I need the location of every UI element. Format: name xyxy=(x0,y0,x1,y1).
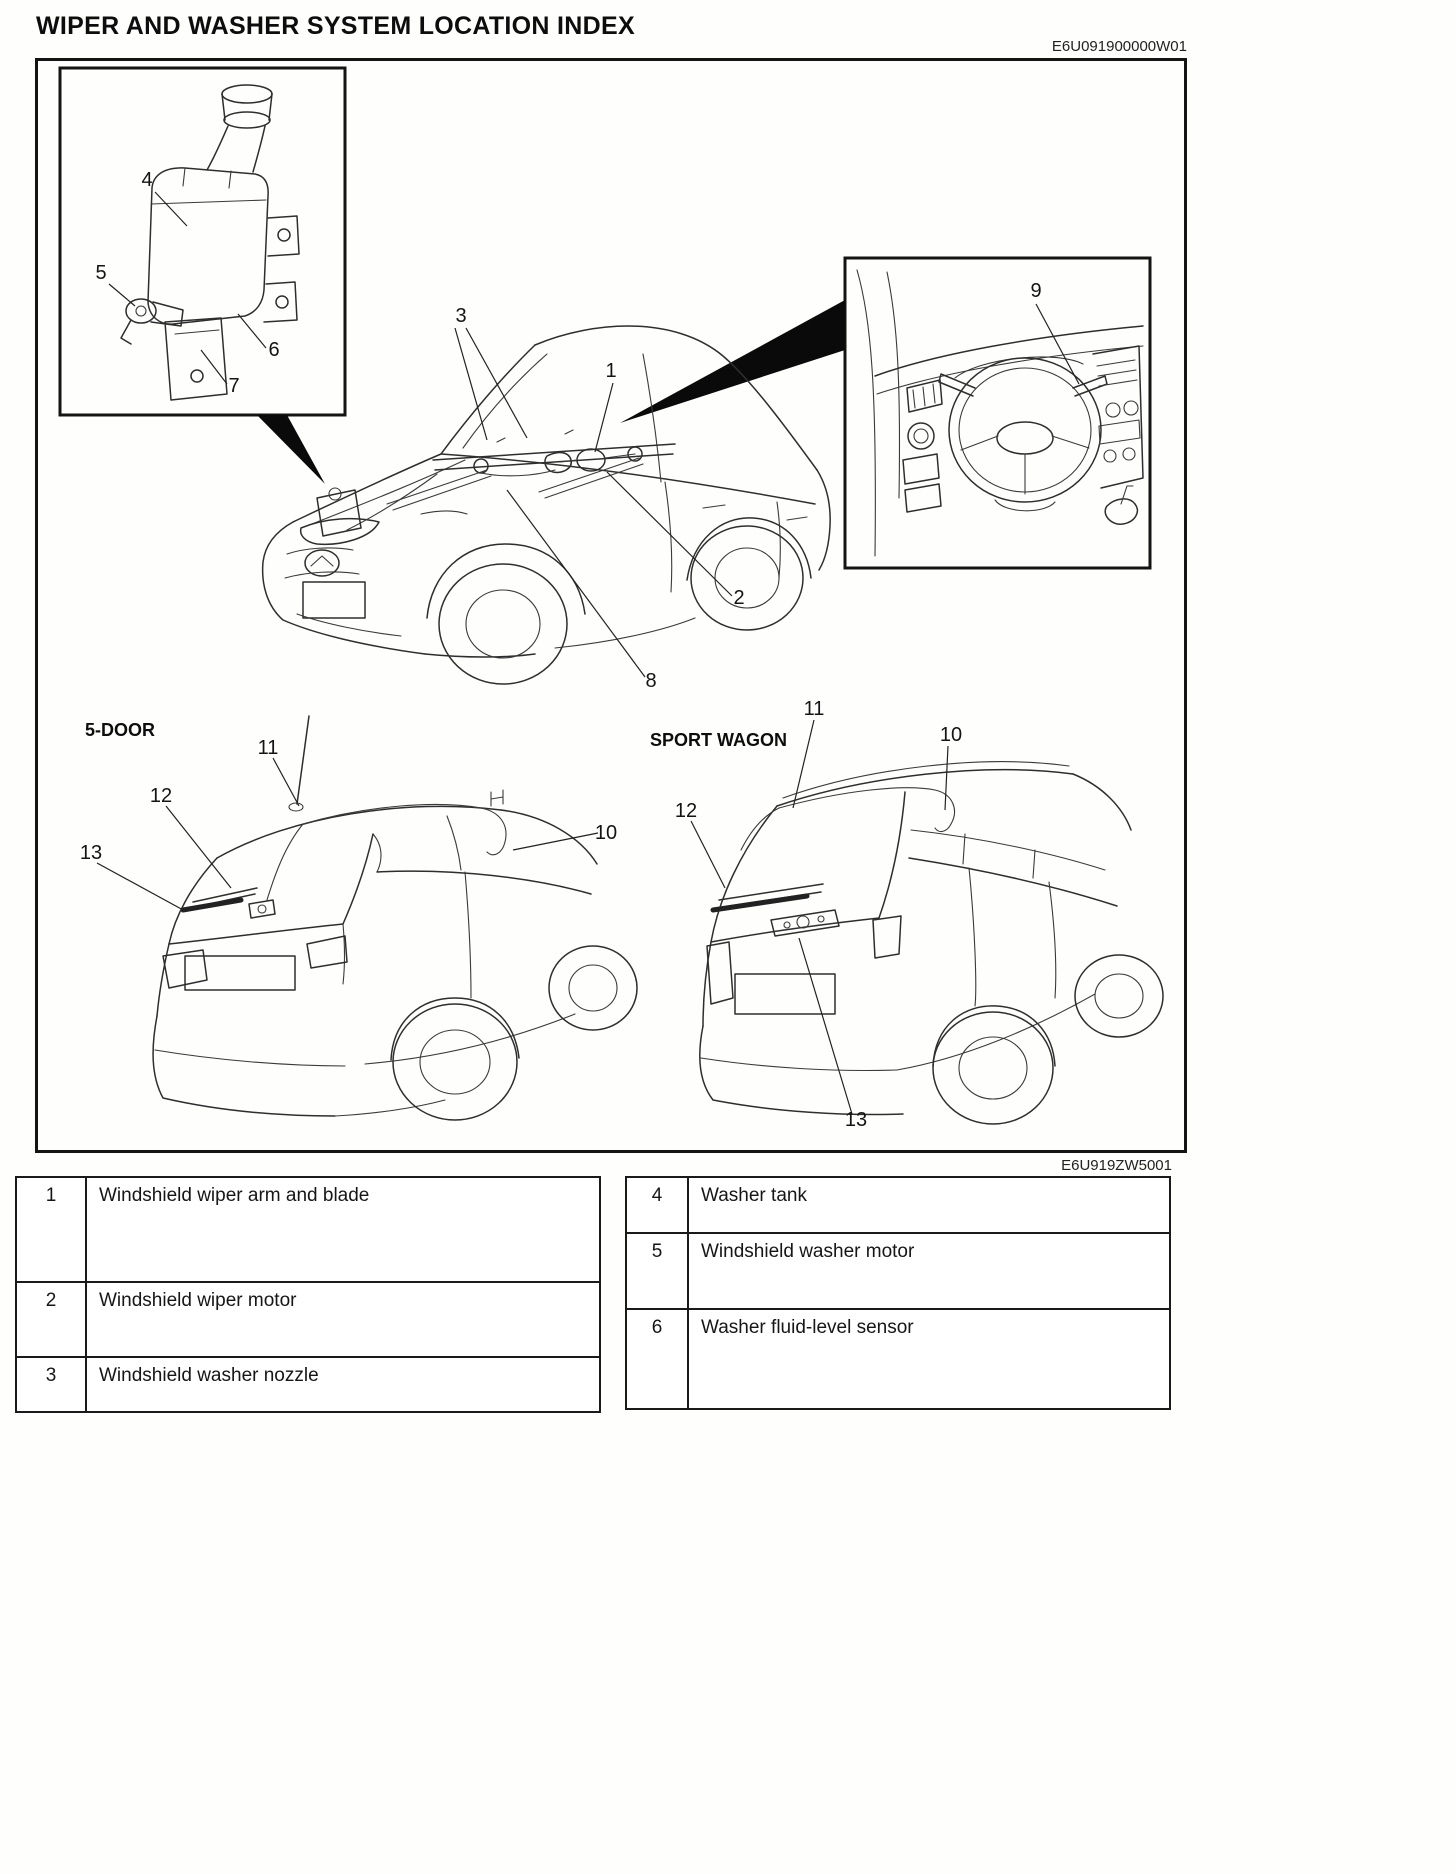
callout-5door-13: 13 xyxy=(79,842,103,864)
table-row xyxy=(626,1309,1170,1409)
doc-code-bottom: E6U919ZW5001 xyxy=(1061,1157,1172,1174)
callout-4: 4 xyxy=(141,169,153,191)
item-number-cell: 4 xyxy=(626,1177,688,1233)
callout-wagon-10: 10 xyxy=(939,724,963,746)
dashboard-drawing xyxy=(857,270,1143,556)
index-table-left xyxy=(15,1176,601,1413)
item-number-cell: 1 xyxy=(16,1177,86,1282)
callout-5door-12: 12 xyxy=(149,785,173,807)
table-row xyxy=(626,1233,1170,1309)
item-label-cell: Windshield wiper arm and blade xyxy=(86,1177,600,1282)
callout-2: 2 xyxy=(733,587,745,609)
item-label-cell: Washer tank xyxy=(688,1177,1170,1233)
diagram-border xyxy=(37,60,1186,1152)
leader-lines xyxy=(97,192,1079,1114)
item-label-cell: Windshield wiper motor xyxy=(86,1282,600,1357)
item-number-cell: 2 xyxy=(16,1282,86,1357)
section-label-five-door: 5-DOOR xyxy=(85,720,156,740)
sport-wagon-rear-drawing xyxy=(700,762,1163,1124)
dashboard-inset-box xyxy=(845,258,1150,568)
location-diagram xyxy=(35,58,1187,1153)
callout-6: 6 xyxy=(268,339,280,361)
table-row xyxy=(16,1177,600,1282)
callout-wagon-11: 11 xyxy=(803,698,825,720)
item-label-cell: Windshield washer motor xyxy=(688,1233,1170,1309)
item-number-cell: 6 xyxy=(626,1309,688,1409)
callout-5door-10: 10 xyxy=(594,822,618,844)
item-number-cell: 3 xyxy=(16,1357,86,1412)
table-row xyxy=(16,1282,600,1357)
pointer-wedge-tank xyxy=(257,415,325,484)
washer-tank-inset-box xyxy=(60,68,345,415)
callout-7: 7 xyxy=(228,375,240,397)
item-label-cell: Windshield washer nozzle xyxy=(86,1357,600,1412)
five-door-rear-drawing xyxy=(153,716,637,1120)
callout-3: 3 xyxy=(455,305,467,327)
callout-9: 9 xyxy=(1030,280,1042,302)
callout-5door-11: 11 xyxy=(257,737,279,759)
item-number-cell: 5 xyxy=(626,1233,688,1309)
doc-code-top: E6U091900000W01 xyxy=(1051,38,1187,55)
page-title: WIPER AND WASHER SYSTEM LOCATION INDEX xyxy=(36,12,635,40)
callout-wagon-12: 12 xyxy=(674,800,698,822)
pointer-wedge-dash xyxy=(620,300,845,423)
section-label-sport-wagon: SPORT WAGON xyxy=(650,730,788,750)
callout-5: 5 xyxy=(95,262,107,284)
callout-1: 1 xyxy=(605,360,617,382)
table-row xyxy=(16,1357,600,1412)
callout-wagon-13: 13 xyxy=(844,1109,868,1131)
table-row xyxy=(626,1177,1170,1233)
diagram-frame xyxy=(35,58,1187,1153)
index-table-right xyxy=(625,1176,1171,1410)
callout-8: 8 xyxy=(645,670,657,692)
item-label-cell: Washer fluid-level sensor xyxy=(688,1309,1170,1409)
